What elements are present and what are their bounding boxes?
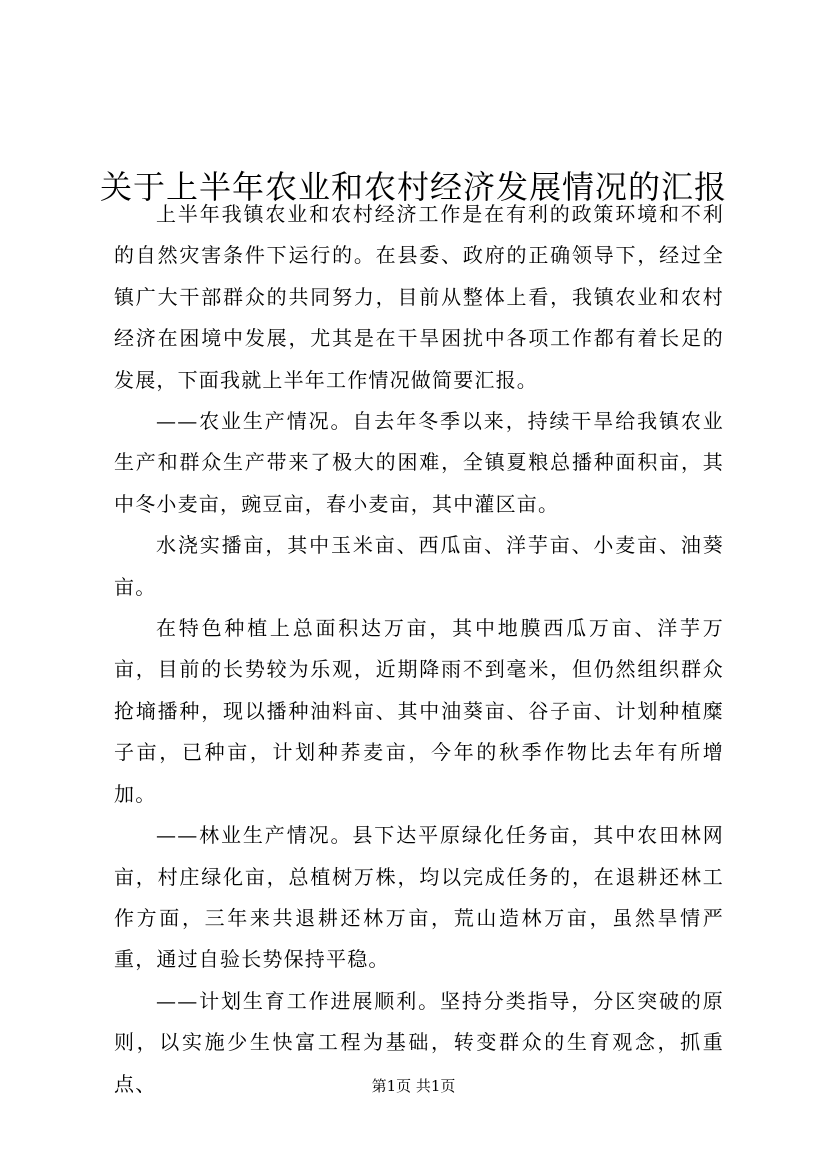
paragraph-agriculture: ——农业生产情况。自去年冬季以来，持续干旱给我镇农业生产和群众生产带来了极大的困难，全镇夏粮总播种面积亩，其中冬小麦亩，豌豆亩，春小麦亩，其中灌区亩。	[114, 409, 724, 516]
page-number-footer: 第1页 共1页	[371, 1077, 456, 1095]
paragraph-irrigation: 水浇实播亩，其中玉米亩、西瓜亩、洋芋亩、小麦亩、油葵亩。	[114, 533, 724, 599]
paragraph-intro: 上半年我镇农业和农村经济工作是在有利的政策环境和不利的自然灾害条件下运行的。在县委、政府的正确领导下，经过全镇广大干部群众的共同努力，目前从整体上看，我镇农业和农村经济在困境中发展，尤其是在干旱困扰中各项工作都有着长足的发展，下面我就上半年工作情况做简要汇报。	[114, 202, 724, 392]
document-title: 关于上半年农业和农村经济发展情况的汇报	[99, 168, 727, 207]
paragraph-forestry: ——林业生产情况。县下达平原绿化任务亩，其中农田林网亩，村庄绿化亩，总植树万株，均以完成任务的，在退耕还林工作方面，三年来共退耕还林万亩，荒山造林万亩，虽然旱情严重，通过自验长势保持平稳。	[114, 823, 724, 972]
paragraph-special-crops: 在特色种植上总面积达万亩，其中地膜西瓜万亩、洋芋万亩，目前的长势较为乐观，近期降雨不到毫米，但仍然组织群众抢墒播种，现以播种油料亩、其中油葵亩、谷子亩、计划种植糜子亩，已种亩，计划种荞麦亩，今年的秋季作物比去年有所增加。	[114, 616, 724, 806]
paragraph-family-planning: ——计划生育工作进展顺利。坚持分类指导，分区突破的原则，以实施少生快富工程为基础，转变群众的生育观念，抓重点、	[114, 988, 724, 1096]
document-body	[114, 194, 724, 1105]
